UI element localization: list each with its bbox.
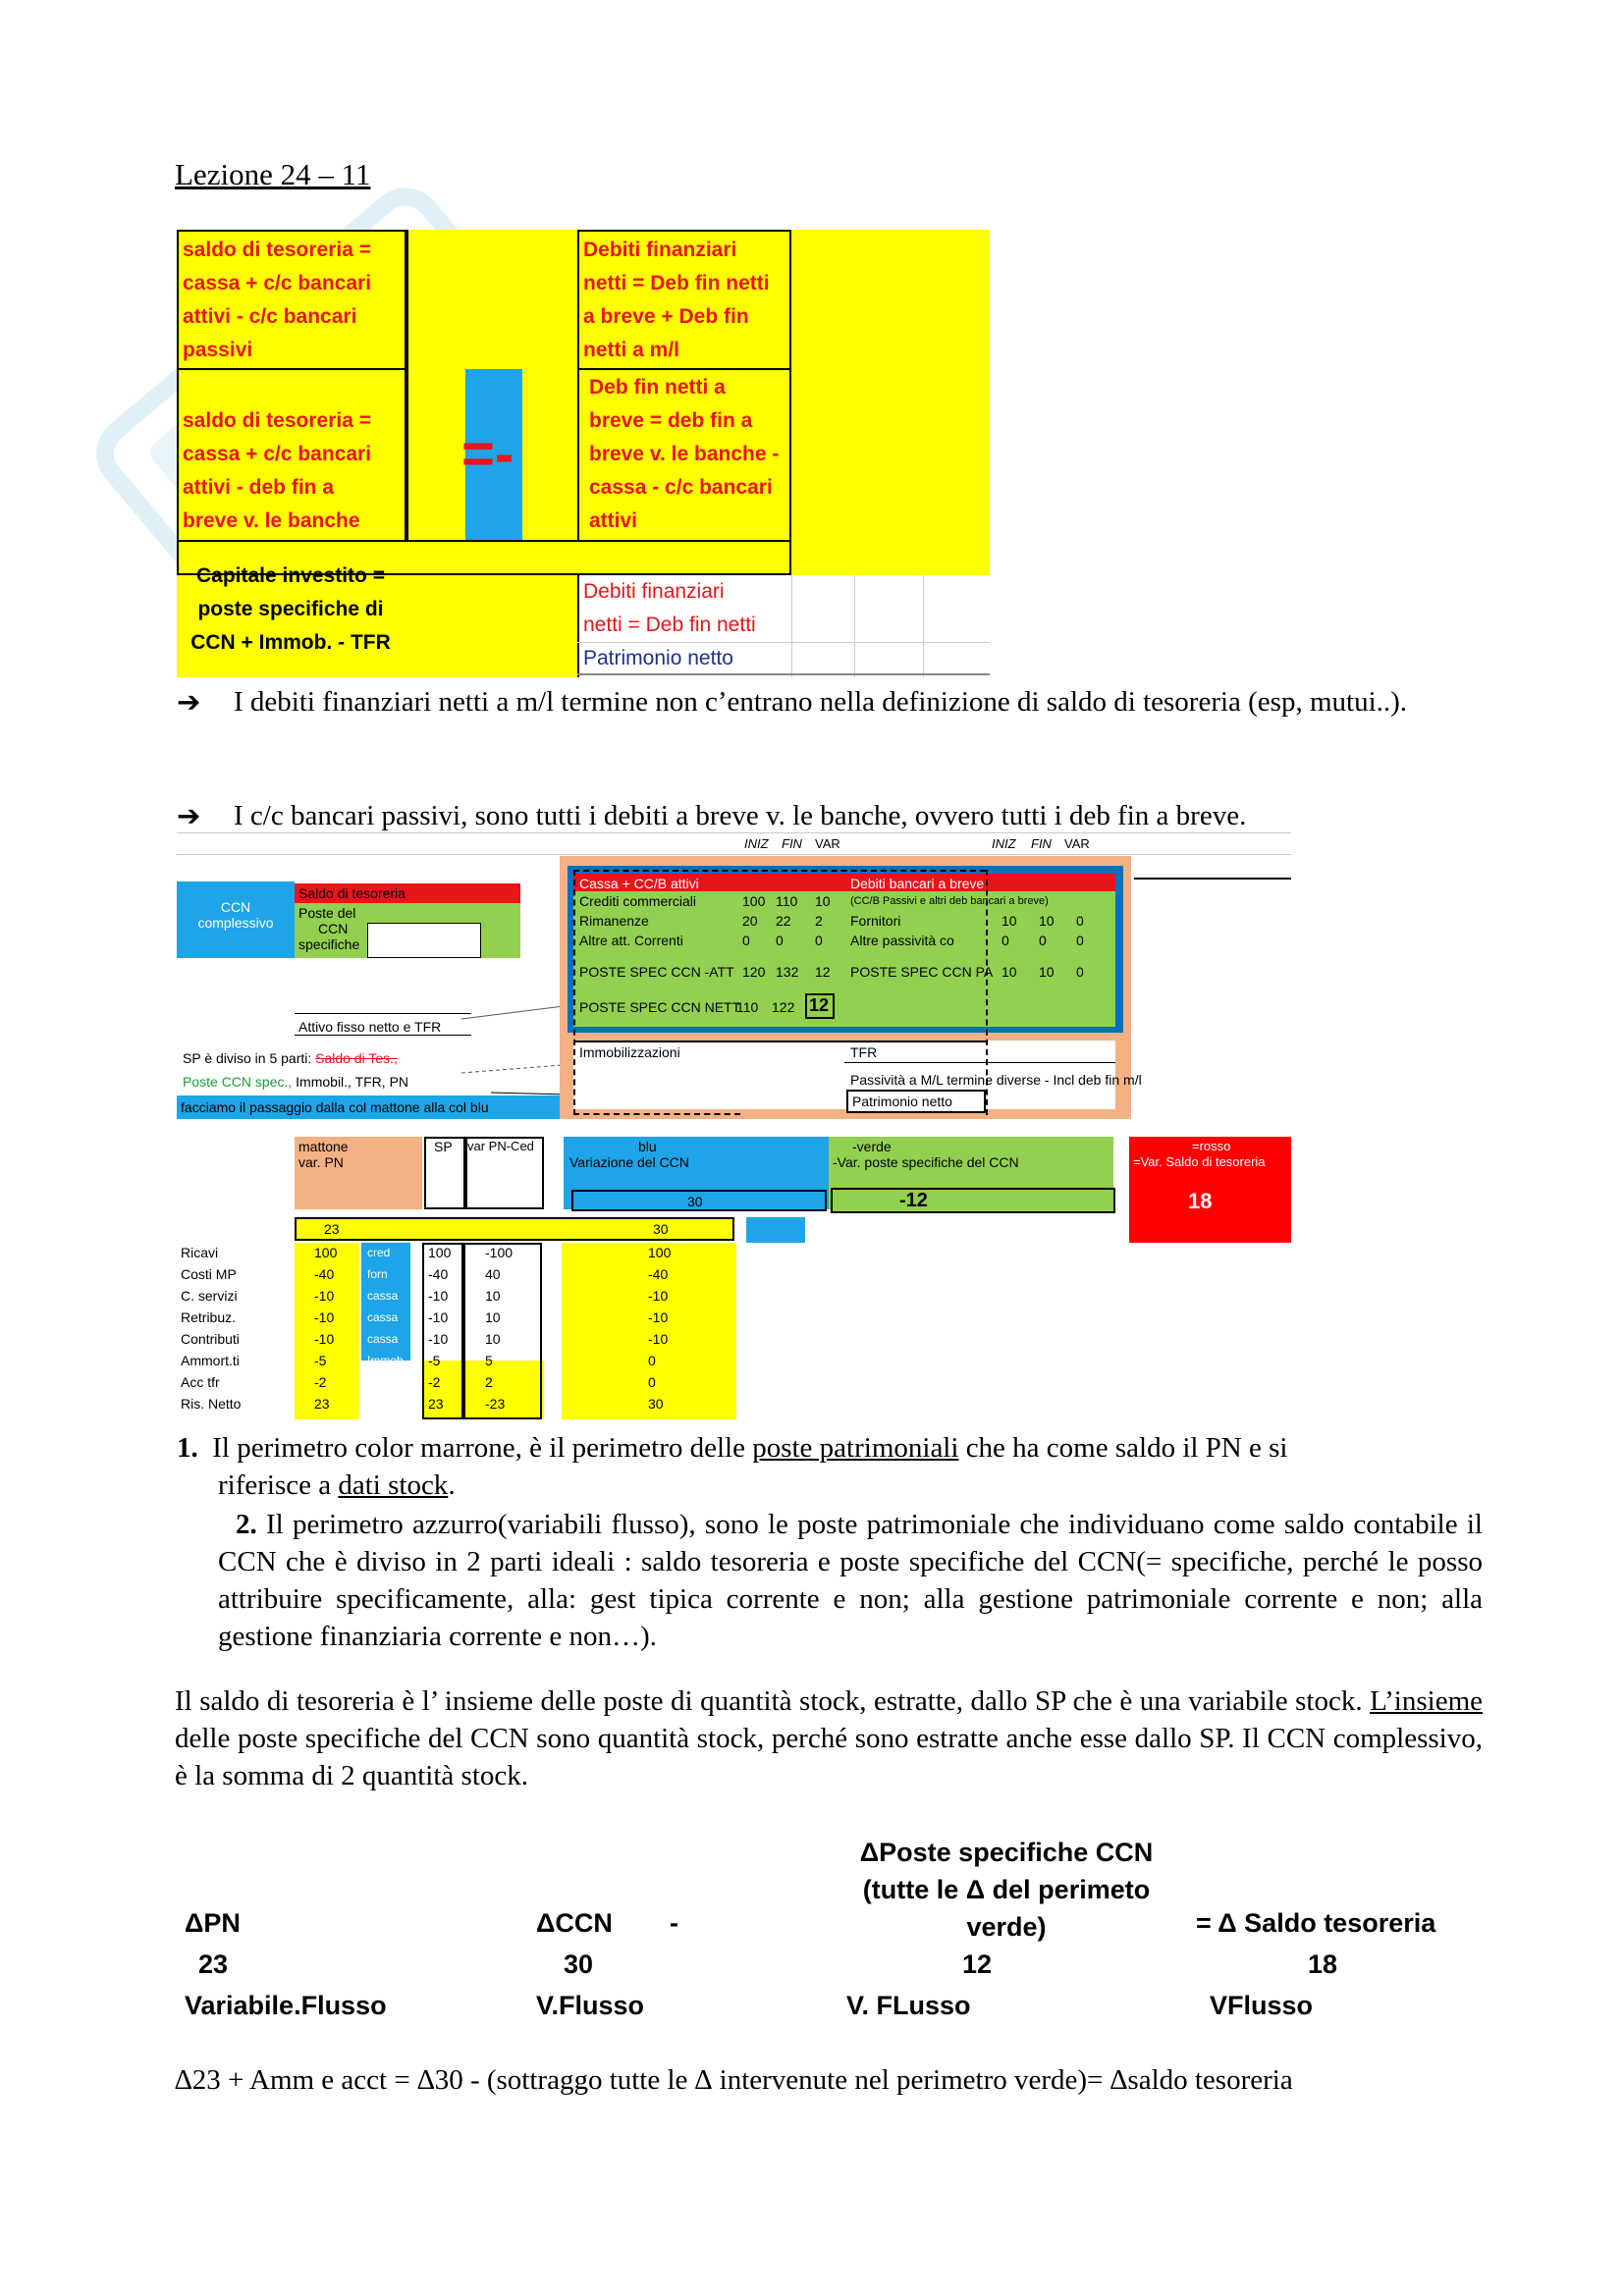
- bullet-2: ➔ I c/c bancari passivi, sono tutti i debiti a breve v. le banche, ovvero tutti i deb fin a breve.: [177, 799, 1247, 832]
- table-row-sp: -10: [428, 1309, 449, 1325]
- tesoreria-definitions-figure: [177, 230, 990, 677]
- table-row-label: Ris. Netto: [181, 1396, 242, 1412]
- col-head-iniz-2: INIZ: [992, 836, 1016, 851]
- page-title: Lezione 24 – 11: [175, 157, 371, 191]
- left-row-label: Altre att. Correnti: [579, 933, 683, 948]
- sp-line: SP è diviso in 5 parti: Saldo di Tes.,: [183, 1050, 398, 1066]
- right-row-label: Fornitori: [850, 913, 901, 929]
- debiti-finanziari-def-3: Debiti finanziari netti = Deb fin netti: [583, 580, 756, 636]
- table-row-mattone: -10: [314, 1331, 335, 1347]
- table-row-tag: forn: [367, 1267, 388, 1281]
- table-row-tag: cred: [367, 1246, 391, 1259]
- table-row-blu: -10: [648, 1309, 669, 1325]
- right-row-label: (CC/B Passivi e altri deb bancari a breve): [850, 895, 1049, 907]
- col-head-fin-2: FIN: [1031, 836, 1052, 851]
- right-row-fin: 10: [1039, 964, 1055, 980]
- left-row-iniz: 0: [742, 933, 750, 948]
- col-head-var-2: VAR: [1064, 836, 1090, 851]
- sum-30: 30: [653, 1221, 669, 1237]
- left-row-var: 2: [815, 913, 823, 929]
- table-row-label: Acc tfr: [181, 1374, 220, 1390]
- deb-fin-breve-def: Deb fin netti a breve = deb fin a breve v. le banche - cassa - c/c bancari attivi: [589, 376, 780, 532]
- table-row-label: Ricavi: [181, 1245, 219, 1260]
- head-mattone: mattone var. PN: [298, 1139, 349, 1170]
- poste-line: Poste CCN spec., Immobil., TFR, PN: [183, 1074, 409, 1090]
- table-row-tag: Immob: [367, 1354, 404, 1367]
- table-row-var: 5: [485, 1353, 493, 1368]
- head-saldo: = Δ Saldo tesoreria: [1196, 1908, 1436, 1938]
- right-row-iniz: 10: [1001, 913, 1017, 929]
- bullet-1: ➔ I debiti finanziari netti a m/l termine non c’entrano nella definizione di saldo di tesoreria (esp, mutui..).: [177, 685, 1408, 719]
- nett-var: 12: [809, 995, 830, 1015]
- col-head-var: VAR: [815, 836, 840, 851]
- table-row-mattone: -10: [314, 1309, 335, 1325]
- table-row-tag: cassa: [367, 1332, 399, 1346]
- formula-line: ∆23 + Amm e acct = ∆30 - (sottraggo tutte le ∆ intervenute nel perimetro verde)= ∆saldo tesoreria: [175, 2064, 1293, 2096]
- table-row-label: Retribuz.: [181, 1309, 237, 1325]
- type-poste: V. FLusso: [846, 1991, 971, 2020]
- table-row-label: Ammort.ti: [181, 1353, 240, 1368]
- col-head-iniz: INIZ: [744, 836, 769, 851]
- type-pn: Variabile.Flusso: [185, 1991, 387, 2020]
- blu-value: 30: [687, 1194, 703, 1209]
- right-row-label: Altre passività co: [850, 933, 954, 948]
- table-row-var: 2: [485, 1374, 493, 1390]
- left-row-fin: 132: [776, 964, 799, 980]
- type-saldo: VFlusso: [1210, 1991, 1314, 2020]
- table-row-mattone: -40: [314, 1266, 335, 1282]
- left-row-label: Rimanenze: [579, 913, 649, 929]
- ccn-label: CCN complessivo: [197, 899, 274, 931]
- table-row-mattone: -5: [314, 1353, 327, 1368]
- numbered-point-1: 1. Il perimetro color marrone, è il perimetro delle poste patrimoniali che ha come saldo il PN e si riferisce a dati stock.: [177, 1432, 1288, 1501]
- paragraph-saldo: Il saldo di tesoreria è l’ insieme delle poste di quantità stock, estratte, dallo SP che è una variabile stock. L’insieme delle poste specifiche del CCN sono quantità stock, perché sono estratte anche esse dallo SP. Il CCN complessivo, è la somma di 2 quantità stock.: [175, 1685, 1484, 1791]
- right-row-var: 0: [1076, 933, 1084, 948]
- head-pn: ΔPN: [185, 1908, 241, 1938]
- debiti-finanziari-def-1: Debiti finanziari netti = Deb fin netti a breve + Deb fin netti a m/l: [583, 239, 770, 361]
- table-row-sp: 23: [428, 1396, 444, 1412]
- table-row-sp: 100: [428, 1245, 452, 1260]
- table-row-sp: -40: [428, 1266, 449, 1282]
- value-saldo: 18: [1308, 1949, 1338, 1979]
- left-row-fin: 22: [776, 913, 791, 929]
- left-row-var: 0: [815, 933, 823, 948]
- table-row-mattone: 100: [314, 1245, 338, 1260]
- poste-del-label: Poste del CCN specifiche: [298, 905, 360, 952]
- rosso-value: 18: [1188, 1189, 1213, 1213]
- nett-label: POSTE SPEC CCN NETT: [579, 999, 741, 1015]
- table-row-var: 40: [485, 1266, 501, 1282]
- left-row-label: POSTE SPEC CCN -ATT: [579, 964, 734, 980]
- spreadsheet-figure: [177, 832, 1291, 1419]
- patrimonio-label: Patrimonio netto: [852, 1094, 952, 1109]
- tfr-label: TFR: [850, 1044, 878, 1060]
- table-row-sp: -10: [428, 1331, 449, 1347]
- table-row-var: 10: [485, 1331, 501, 1347]
- capitale-investito-def: Capitale investito = poste specifiche di CCN + Immob. - TFR: [190, 564, 391, 654]
- attivo-fisso-label: Attivo fisso netto e TFR: [298, 1019, 442, 1035]
- left-row-iniz: 20: [742, 913, 758, 929]
- left-row-iniz: 120: [742, 964, 766, 980]
- table-row-blu: 100: [648, 1245, 672, 1260]
- table-row-var: 10: [485, 1288, 501, 1304]
- table-row-var: 10: [485, 1309, 501, 1325]
- left-row-label: Crediti commerciali: [579, 893, 697, 909]
- table-row-label: Contributi: [181, 1331, 240, 1347]
- head-ccn: ΔCCN: [536, 1908, 613, 1938]
- cassa-label: Cassa + CC/B attivi: [579, 876, 699, 891]
- head-verde: -verde -Var. poste specifiche del CCN: [833, 1139, 1019, 1170]
- table-row-mattone: 23: [314, 1396, 330, 1412]
- table-row-var: -100: [485, 1245, 514, 1260]
- head-minus: -: [670, 1908, 678, 1938]
- table-row-blu: -40: [648, 1266, 669, 1282]
- left-row-fin: 0: [776, 933, 784, 948]
- table-row-sp: -10: [428, 1288, 449, 1304]
- right-row-label: POSTE SPEC CCN PA: [850, 964, 994, 980]
- table-row-blu: -10: [648, 1331, 669, 1347]
- left-row-var: 10: [815, 893, 831, 909]
- table-row-label: C. servizi: [181, 1288, 238, 1304]
- immobilizzazioni-label: Immobilizzazioni: [579, 1044, 680, 1060]
- value-ccn: 30: [564, 1949, 594, 1979]
- left-row-iniz: 100: [742, 893, 766, 909]
- table-row-blu: 30: [648, 1396, 664, 1412]
- table-row-mattone: -10: [314, 1288, 335, 1304]
- left-row-var: 12: [815, 964, 831, 980]
- table-row-tag: cassa: [367, 1310, 399, 1324]
- col-head-fin: FIN: [782, 836, 802, 851]
- table-row-sp: -2: [428, 1374, 441, 1390]
- saldo-tesoreria-def-1: saldo di tesoreria = cassa + c/c bancari attivi - c/c bancari passivi: [183, 239, 372, 361]
- equals-minus-sign: =-: [461, 422, 514, 486]
- right-row-iniz: 0: [1001, 933, 1009, 948]
- passivita-label: Passività a M/L termine diverse - Incl deb fin m/l: [850, 1072, 1142, 1088]
- head-poste-specifiche: ΔPoste specifiche CCN (tutte le Δ del perimeto verde): [859, 1838, 1154, 1942]
- saldo-tes-label: Saldo di tesoreria: [298, 885, 406, 901]
- nett-fin: 122: [772, 999, 795, 1015]
- saldo-tesoreria-def-2: saldo di tesoreria = cassa + c/c bancari attivi - deb fin a breve v. le banche: [183, 409, 372, 532]
- right-row-fin: 0: [1039, 933, 1047, 948]
- table-row-blu: 0: [648, 1353, 656, 1368]
- head-blu: blu Variazione del CCN: [569, 1139, 689, 1170]
- head-var: var PN-Ced: [467, 1139, 534, 1153]
- table-row-blu: 0: [648, 1374, 656, 1390]
- arrow-right-icon: ➔: [177, 685, 201, 719]
- sum-23: 23: [324, 1221, 340, 1237]
- right-row-fin: 10: [1039, 913, 1055, 929]
- value-poste: 12: [962, 1949, 993, 1979]
- table-row-var: -23: [485, 1396, 506, 1412]
- table-row-blu: -10: [648, 1288, 669, 1304]
- facciamo-label: facciamo il passaggio dalla col mattone alla col blu: [181, 1099, 489, 1115]
- arrow-right-icon: ➔: [177, 799, 201, 832]
- numbered-point-2: 2. Il perimetro azzurro(variabili flusso), sono le poste patrimoniale che individuano come saldo contabile il CCN che è diviso in 2 parti ideali : saldo tesoreria e poste specifiche del CCN(= specifiche, perché le posso attribuire specificamente, alla: gest tipica corrente e non; alla gestione patrimoniale corrente e non; alla gestione finanziaria corrente e non…).: [218, 1509, 1483, 1652]
- value-pn: 23: [198, 1949, 229, 1979]
- type-ccn: V.Flusso: [536, 1991, 645, 2020]
- right-row-var: 0: [1076, 964, 1084, 980]
- head-sp: SP: [434, 1139, 453, 1154]
- left-row-fin: 110: [776, 893, 798, 909]
- patrimonio-netto-label: Patrimonio netto: [583, 647, 733, 669]
- table-row-label: Costi MP: [181, 1266, 237, 1282]
- table-row-tag: cassa: [367, 1289, 399, 1303]
- verde-value: -12: [899, 1190, 928, 1211]
- table-row-mattone: -2: [314, 1374, 327, 1390]
- head-rosso: =rosso =Var. Saldo di tesoreria: [1133, 1139, 1266, 1169]
- debiti-bancari-label: Debiti bancari a breve: [850, 876, 985, 891]
- right-row-var: 0: [1076, 913, 1084, 929]
- right-row-iniz: 10: [1001, 964, 1017, 980]
- nett-iniz: 110: [736, 999, 759, 1015]
- table-row-sp: -5: [428, 1353, 441, 1368]
